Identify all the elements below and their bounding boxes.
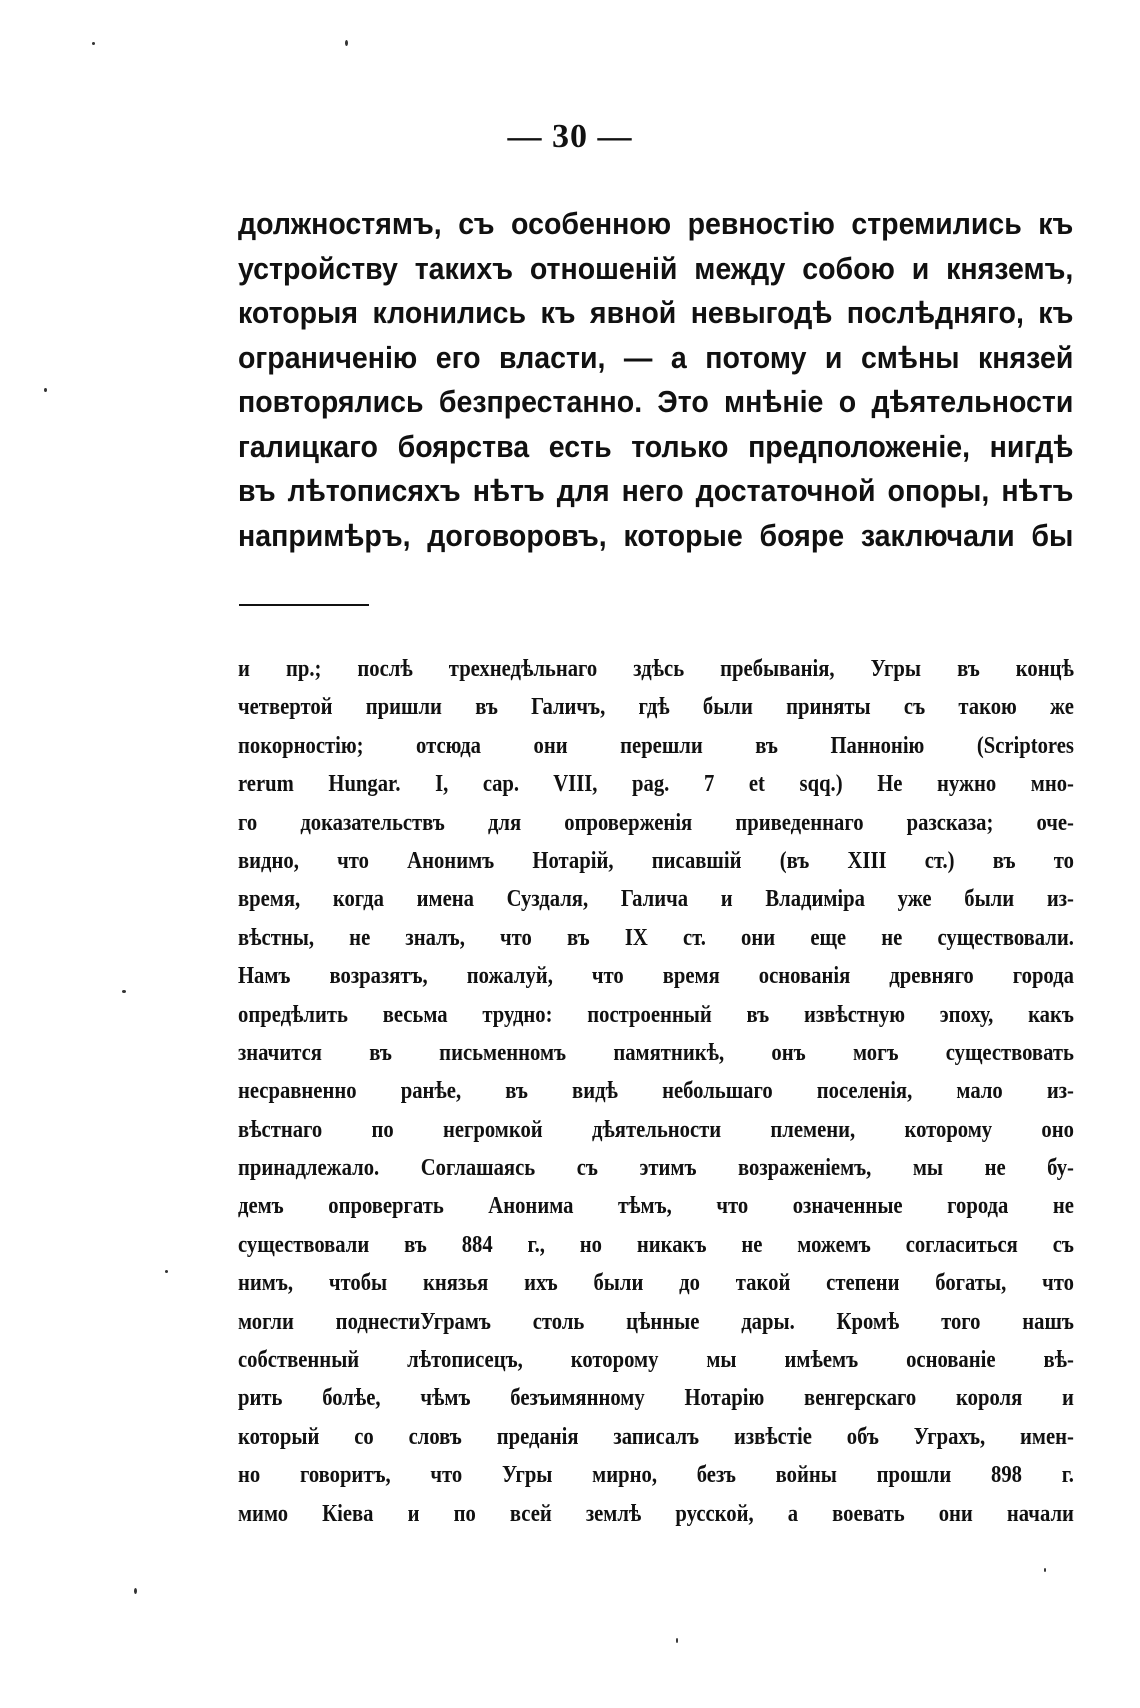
scan-speck	[92, 42, 95, 45]
footnote-line: несравненно ранѣе, въ видѣ небольшаго поселенія, мало из-	[238, 1078, 1074, 1105]
footnote-line: Намъ возразятъ, пожалуй, что время основанія древняго города	[238, 963, 1074, 990]
footnote-line: могли поднестиУграмъ столь цѣнные дары. Кромѣ того нашъ	[238, 1308, 1074, 1335]
main-text-line: галицкаго боярства есть только предположеніе, нигдѣ	[238, 428, 1074, 464]
footnote-line: вѣстны, не зналъ, что въ IX ст. они еще не существовали.	[238, 924, 1074, 951]
scan-speck	[134, 1588, 137, 1594]
footnote-block	[238, 650, 1074, 1533]
footnote-line: видно, что Анонимъ Нотарій, писавшій (въ XIII ст.) въ то	[238, 847, 1074, 874]
main-text-line: устройству такихъ отношеній между собою и княземъ,	[238, 250, 1074, 286]
footnote-line: время, когда имена Суздаля, Галича и Владиміра уже были из-	[238, 886, 1074, 913]
footnote-line: го доказательствъ для опроверженія приведеннаго разсказа; оче-	[238, 809, 1074, 836]
footnote-line: покорностію; отсюда они перешли въ Паннонію (Scriptores	[238, 732, 1074, 759]
footnote-line: rerum Hungar. I, cap. VIII, pag. 7 et sqq.) Не нужно мно-	[238, 771, 1074, 798]
footnote-line: вѣстнаго по негромкой дѣятельности племени, которому оно	[238, 1116, 1074, 1143]
main-text-line: въ лѣтописяхъ нѣтъ для него достаточной опоры, нѣтъ	[238, 473, 1074, 508]
footnote-line: рить болѣе, чѣмъ безъимянному Нотарію венгерскаго короля и	[238, 1385, 1074, 1412]
footnote-line: опредѣлить весьма трудно: построенный въ извѣстную эпоху, какъ	[238, 1001, 1074, 1028]
footnote-line: нимъ, чтобы князья ихъ были до такой степени богаты, что	[238, 1270, 1074, 1297]
scan-speck	[345, 40, 348, 46]
footnote-line: принадлежало. Соглашаясь съ этимъ возраженіемъ, мы не бу-	[238, 1155, 1074, 1182]
scan-speck	[1044, 1568, 1046, 1572]
footnote-line: и пр.; послѣ трехнедѣльнаго здѣсь пребыванія, Угры въ концѣ	[238, 656, 1074, 682]
main-text-line: которыя клонились къ явной невыгодѣ послѣдняго, къ	[238, 295, 1074, 330]
main-text-line: повторялись безпрестанно. Это мнѣніе о дѣятельности	[238, 384, 1074, 419]
footnote-line: мимо Кіева и по всей землѣ русской, а воевать они начали	[238, 1500, 1074, 1527]
main-text-block	[238, 202, 1074, 558]
scan-speck	[676, 1638, 678, 1643]
footnote-line: который со словъ преданія записалъ извѣстіе объ Уграхъ, имен-	[238, 1423, 1074, 1450]
page-number: — 30 —	[507, 118, 633, 155]
footnote-line: собственный лѣтописецъ, которому мы имѣемъ основаніе вѣ-	[238, 1347, 1074, 1374]
footnote-separator	[239, 604, 369, 606]
footnote-line: но говоритъ, что Угры мирно, безъ войны прошли 898 г.	[238, 1462, 1074, 1489]
main-text-line: должностямъ, съ особенною ревностію стремились къ	[238, 206, 1074, 241]
scan-speck	[122, 990, 126, 993]
scan-speck	[44, 388, 47, 392]
main-text-line: напримѣръ, договоровъ, которые бояре заключали бы	[238, 517, 1074, 553]
footnote-line: существовали въ 884 г., но никакъ не можемъ согласиться съ	[238, 1231, 1074, 1258]
scan-speck	[165, 1270, 168, 1273]
footnote-line: демъ опровергать Анонима тѣмъ, что означенные города не	[238, 1193, 1074, 1220]
footnote-line: значится въ письменномъ памятникѣ, онъ могъ существовать	[238, 1039, 1074, 1066]
main-text-line: ограниченію его власти, — а потому и смѣны князей	[238, 339, 1074, 375]
footnote-line: четвертой пришли въ Галичъ, гдѣ были приняты съ такою же	[238, 694, 1074, 721]
